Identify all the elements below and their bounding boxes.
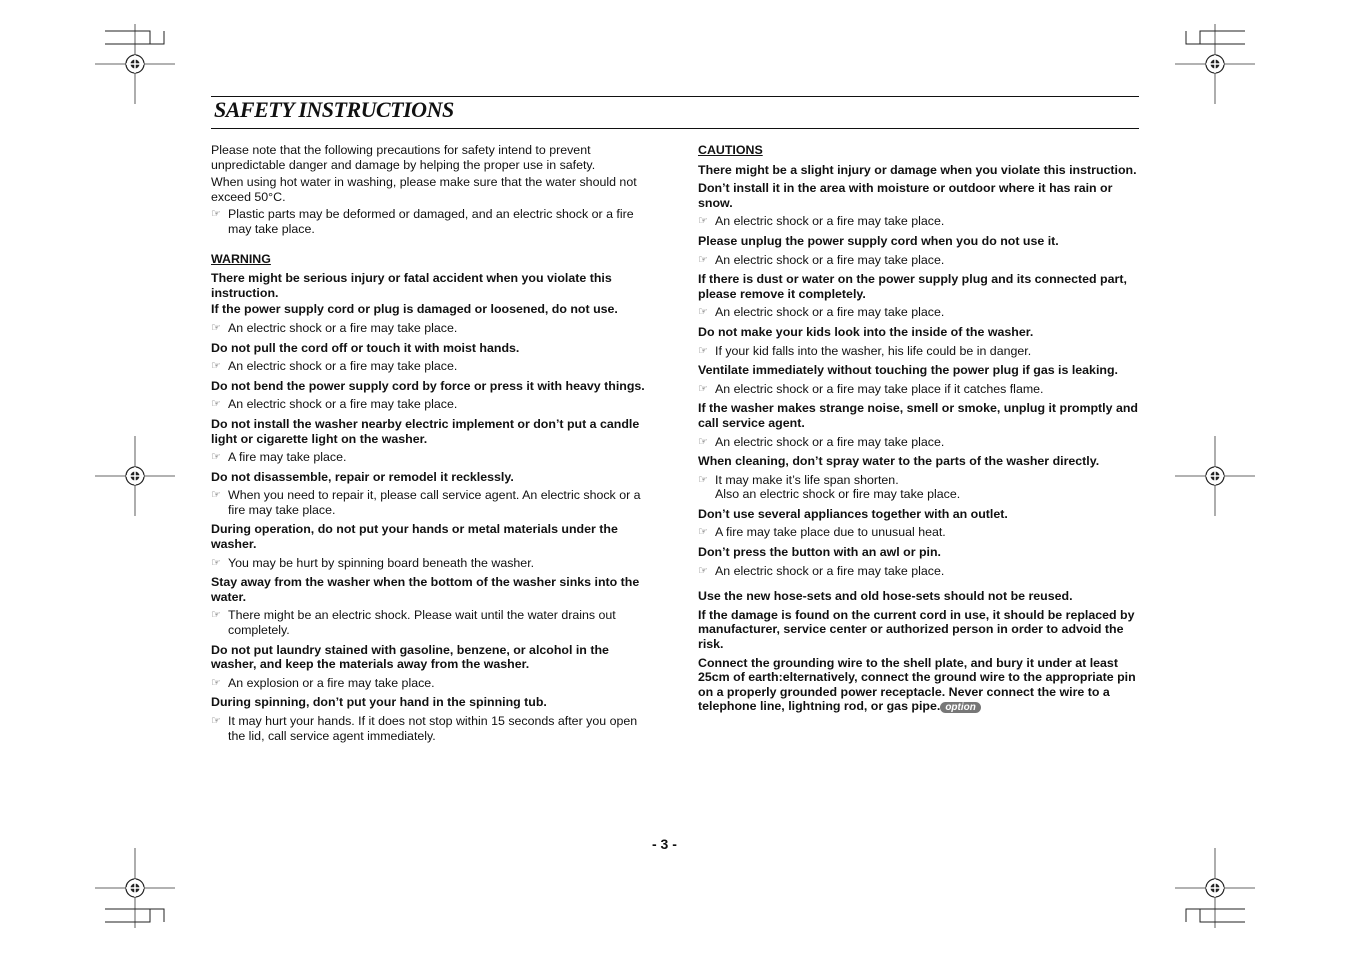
note-item: ☞ An electric shock or a fire may take place. [211, 320, 458, 335]
page-number: - 3 - [652, 836, 677, 852]
caution-rule: When cleaning, don’t spray water to the parts of the washer directly. [698, 454, 1100, 469]
caution-rule: Don’t press the button with an awl or pin. [698, 545, 941, 560]
note-item: ☞ An electric shock or a fire may take place if it catches flame. [698, 381, 1044, 396]
warning-rule: Do not put laundry stained with gasoline, benzene, or alcohol in the washer, and keep the materials away from the washer. [211, 642, 609, 672]
note-item: ☞ If your kid falls into the washer, his life could be in danger. [698, 343, 1032, 358]
ground-notice: Connect the grounding wire to the shell plate, and bury it under at least 25cm of earth:elternatively, connect the ground wire to the appropriate pin on a properly grounded power receptacle. Never connect the wire to a telephone line, lightning rod, or gas pipe. option [698, 655, 1136, 714]
pointing-hand-icon: ☞ [211, 398, 221, 411]
warning-heading: WARNING [211, 251, 271, 266]
pointing-hand-icon: ☞ [698, 473, 708, 486]
warning-rule: Do not bend the power supply cord by force or press it with heavy things. [211, 378, 645, 393]
warning-rule: During operation, do not put your hands or metal materials under the washer. [211, 522, 618, 552]
pointing-hand-icon: ☞ [211, 321, 221, 334]
caution-rule: If there is dust or water on the power supply plug and its connected part, please remove it completely. [698, 272, 1127, 301]
left-column [211, 143, 657, 748]
note-item: ☞ It may hurt your hands. If it does not stop within 15 seconds after you open the lid, call service agent immediately. [211, 714, 638, 743]
warning-rule: Do not pull the cord off or touch it with moist hands. [211, 340, 520, 355]
caution-rule: Don’t use several appliances together with an outlet. [698, 506, 1008, 521]
note-item: ☞ Plastic parts may be deformed or damaged, and an electric shock or a fire may take place. [211, 207, 634, 236]
note-item: ☞ A fire may take place due to unusual heat. [698, 525, 946, 540]
note-item: ☞ An electric shock or a fire may take place. [698, 214, 945, 229]
title-rule-bottom [211, 128, 1139, 129]
pointing-hand-icon: ☞ [211, 556, 221, 569]
pointing-hand-icon: ☞ [211, 676, 221, 689]
note-item: ☞ An electric shock or a fire may take place. [211, 397, 458, 412]
pointing-hand-icon: ☞ [698, 253, 708, 266]
pointing-hand-icon: ☞ [211, 451, 221, 464]
caution-rule: Don’t install it in the area with moisture or outdoor where it has rain or snow. [698, 181, 1113, 210]
hose-notice: Use the new hose-sets and old hose-sets should not be reused. [698, 589, 1073, 604]
note-item: ☞ An explosion or a fire may take place. [211, 675, 435, 690]
intro-paragraph: Please note that the following precautions for safety intend to prevent unpredictable danger and damage by helping the proper use in safety. [211, 143, 596, 172]
pointing-hand-icon: ☞ [211, 208, 221, 221]
warning-rule: Do not disassemble, repair or remodel it recklessly. [211, 469, 514, 484]
warning-rule: If the power supply cord or plug is damaged or loosened, do not use. [211, 302, 618, 317]
intro-paragraph: When using hot water in washing, please make sure that the water should not exceed 50°C. [211, 175, 637, 204]
cautions-lead: There might be a slight injury or damage when you violate this instruction. [698, 162, 1137, 177]
note-item: ☞ You may be hurt by spinning board beneath the washer. [211, 555, 535, 570]
note-item: ☞ When you need to repair it, please call service agent. An electric shock or a fire may take place. [211, 488, 641, 517]
note-item: ☞ There might be an electric shock. Please wait until the water drains out completely. [211, 608, 616, 638]
warning-lead: There might be serious injury or fatal accident when you violate this instruction. [211, 271, 612, 300]
pointing-hand-icon: ☞ [211, 715, 221, 727]
caution-rule: If the washer makes strange noise, smell or smoke, unplug it promptly and call service agent. [698, 401, 1138, 430]
pointing-hand-icon: ☞ [211, 609, 221, 622]
pointing-hand-icon: ☞ [698, 526, 708, 539]
warning-rule: Stay away from the washer when the bottom of the washer sinks into the water. [211, 575, 640, 604]
note-item: ☞ An electric shock or a fire may take place. [698, 252, 945, 267]
pointing-hand-icon: ☞ [698, 382, 708, 395]
option-badge: option [940, 702, 981, 713]
page-title: SAFETY INSTRUCTIONS [214, 97, 454, 122]
warning-rule: During spinning, don’t put your hand in the spinning tub. [211, 695, 547, 710]
cord-notice: If the damage is found on the current cord in use, it should be replaced by manufacturer, service center or authorized person in order to advoid the risk. [698, 607, 1135, 652]
note-item: ☞ An electric shock or a fire may take place. [698, 563, 945, 578]
caution-rule: Ventilate immediately without touching the power plug if gas is leaking. [698, 363, 1118, 378]
warning-rule: Do not install the washer nearby electric implement or don’t put a candle light or cigarette light on the washer. [211, 416, 640, 446]
caution-rule: Please unplug the power supply cord when you do not use it. [698, 233, 1059, 248]
cautions-heading: CAUTIONS [698, 143, 763, 157]
right-column [698, 143, 1140, 718]
pointing-hand-icon: ☞ [211, 360, 221, 373]
pointing-hand-icon: ☞ [698, 306, 708, 319]
note-item: ☞ An electric shock or a fire may take place. [698, 305, 945, 320]
note-item: ☞ A fire may take place. [211, 450, 347, 465]
pointing-hand-icon: ☞ [698, 435, 708, 448]
note-item: ☞ An electric shock or a fire may take place. [211, 359, 458, 374]
note-item: ☞ An electric shock or a fire may take place. [698, 434, 945, 449]
pointing-hand-icon: ☞ [698, 564, 708, 577]
pointing-hand-icon: ☞ [698, 215, 708, 228]
pointing-hand-icon: ☞ [211, 489, 221, 502]
pointing-hand-icon: ☞ [698, 344, 708, 357]
note-item: ☞ It may make it’s life span shorten. Also an electric shock or fire may take place. [698, 472, 961, 502]
caution-rule: Do not make your kids look into the inside of the washer. [698, 324, 1034, 339]
